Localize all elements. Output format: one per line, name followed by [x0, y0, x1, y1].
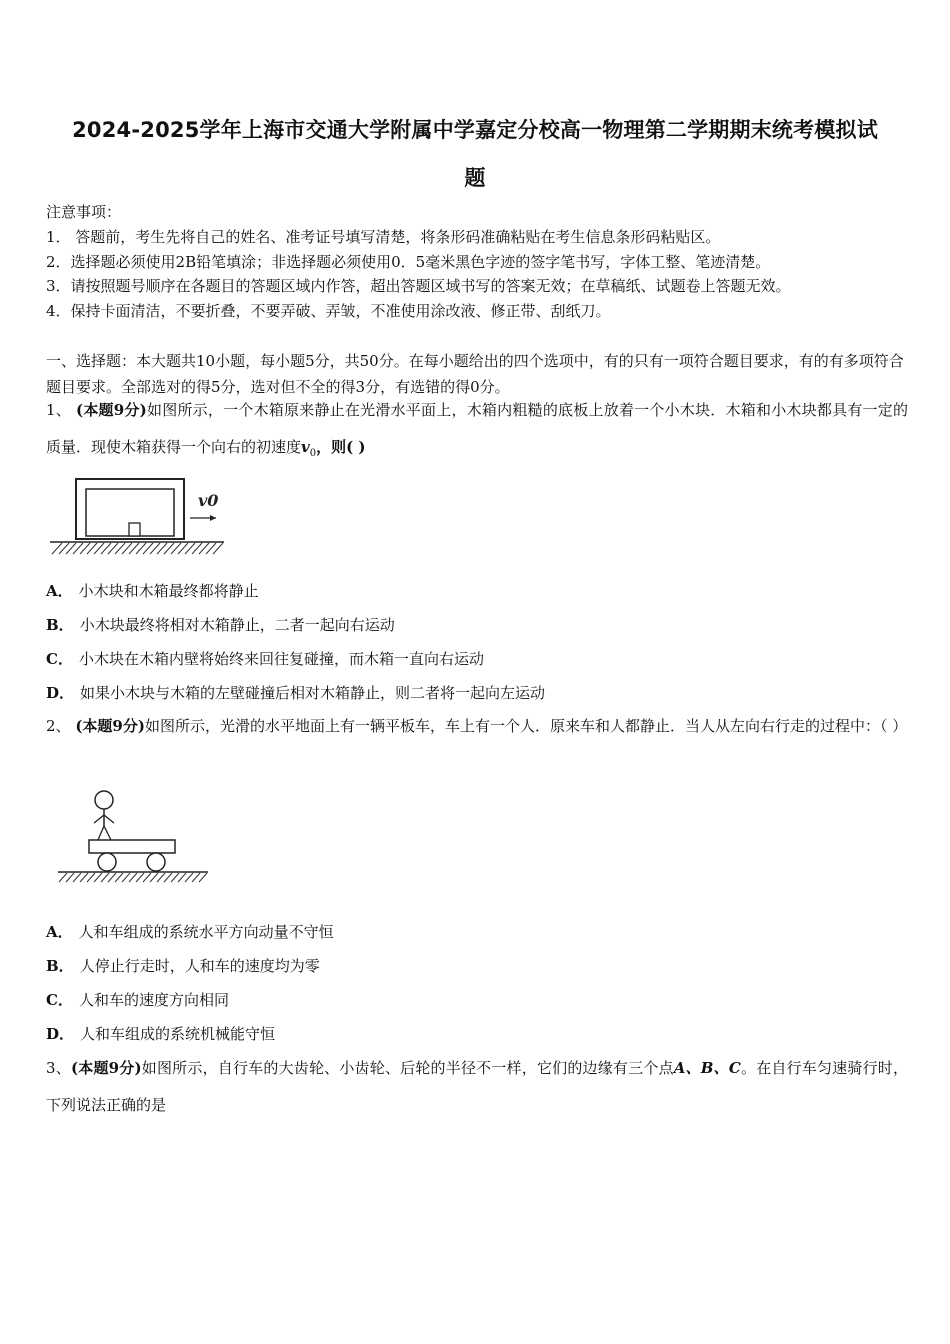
velocity-arrow-icon: [210, 515, 216, 521]
note-item-1: 1． 答题前，考生先将自己的姓名、准考证号填写清楚，将条形码准确粘贴在考生信息条形码粘贴区。: [46, 228, 721, 246]
q1-option-c: C． 小木块在木箱内壁将始终来回往复碰撞，而木箱一直向右运动: [46, 650, 484, 668]
question-1-tail: ，则( ): [316, 438, 366, 456]
cart-wheel-right: [147, 853, 165, 871]
q2-option-a: A． 人和车组成的系统水平方向动量不守恒: [46, 923, 334, 941]
person-head: [95, 791, 113, 809]
q2-option-c: C． 人和车的速度方向相同: [46, 991, 229, 1009]
person-leg-left: [98, 826, 104, 840]
question-1-stem: [46, 392, 908, 472]
q1-option-b: B． 小木块最终将相对木箱静止，二者一起向右运动: [46, 616, 395, 634]
cart-wheel-left: [98, 853, 116, 871]
question-1-number: 1、: [46, 401, 71, 419]
person-arm-left: [94, 815, 104, 823]
q1-option-a: A． 小木块和木箱最终都将静止: [46, 582, 259, 600]
person-leg-right: [104, 826, 111, 840]
question-1-subscript: 0: [309, 448, 317, 459]
section-intro: 一、选择题：本大题共10小题，每小题5分，共50分。在每小题给出的四个选项中，有的只有一项符合题目要求，有的有多项符合题目要求。全部选对的得5分，选对但不全的得3分，有选错的得0分。: [46, 352, 904, 396]
question-2-text: 如图所示，光滑的水平地面上有一辆平板车，车上有一个人．原来车和人都静止．当人从左向右行走的过程中：（ ）: [144, 717, 908, 735]
question-3-tail: 。在自行车匀速骑行时，下列说法正确的是: [46, 1059, 908, 1114]
q2-option-b: B． 人停止行走时，人和车的速度均为零: [46, 957, 320, 975]
q1-option-d: D． 如果小木块与木箱的左壁碰撞后相对木箱静止，则二者将一起向左运动: [46, 684, 546, 702]
question-1-text: 如图所示，一个木箱原来静止在光滑水平面上，木箱内粗糙的底板上放着一个小木块．木箱和小木块都具有一定的质量．现使木箱获得一个向右的初速度: [46, 401, 908, 456]
note-item-2: 2．选择题必须使用2B铅笔填涂；非选择题必须使用0．5毫米黑色字迹的签字笔书写，字体工整、笔迹清楚。: [46, 253, 771, 271]
cart-ground-hatch: [59, 873, 207, 882]
crate-figure: [50, 476, 230, 558]
ground-hatch: [52, 543, 223, 554]
question-1-score: (本题9分): [76, 401, 147, 419]
note-item-3: 3．请按照题号顺序在各题目的答题区域内作答，超出答题区域书写的答案无效；在草稿纸、试题卷上答题无效。: [46, 277, 791, 295]
note-item-4: 4．保持卡面清洁，不要折叠，不要弄破、弄皱，不准使用涂改液、修正带、刮纸刀。: [46, 302, 611, 320]
page-title: [40, 106, 910, 202]
q2-option-d: D． 人和车组成的系统机械能守恒: [46, 1025, 276, 1043]
question-1-variable: v: [301, 438, 310, 456]
question-3-score: (本题9分): [70, 1059, 142, 1077]
person-arm-right: [104, 815, 114, 823]
question-3-stem: [46, 1050, 908, 1124]
question-3-points: A、B、C: [673, 1059, 741, 1077]
cart-figure: [56, 786, 216, 886]
title-line-2: 题: [464, 166, 486, 190]
question-2-number: 2、: [46, 717, 71, 735]
velocity-label: v0: [198, 491, 219, 510]
cart-platform: [89, 840, 175, 853]
title-line-1: 2024-2025学年上海市交通大学附属中学嘉定分校高一物理第二学期期末统考模拟试: [72, 118, 878, 142]
question-2-stem: [46, 708, 908, 745]
question-3-number: 3、: [46, 1059, 71, 1077]
notes-heading: 注意事项：: [46, 203, 122, 221]
small-block: [129, 523, 140, 536]
question-3-text: 如图所示，自行车的大齿轮、小齿轮、后轮的半径不一样，它们的边缘有三个点: [141, 1059, 674, 1077]
question-2-score: (本题9分): [75, 717, 145, 735]
